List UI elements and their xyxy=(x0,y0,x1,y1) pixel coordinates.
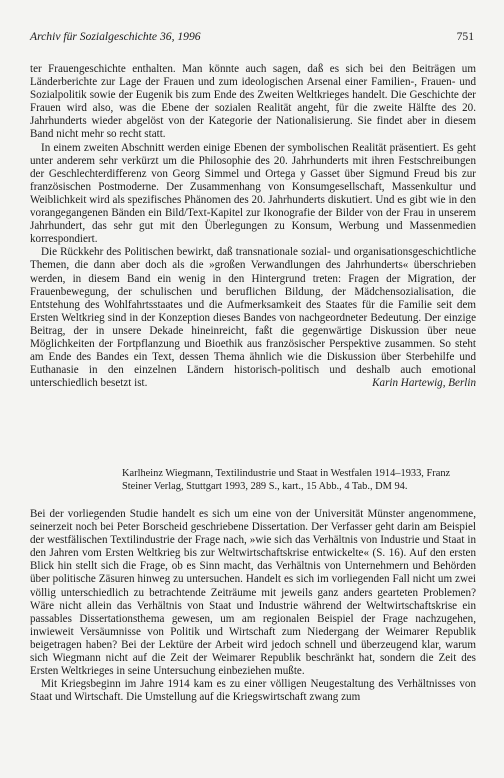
bibliographic-line: Karlheinz Wiegmann, Textilindustrie und Staat in Westfalen 1914–1933, Franz xyxy=(122,468,451,479)
running-header xyxy=(30,30,474,46)
journal-title: Archiv für Sozialgeschichte 36, 1996 xyxy=(30,30,201,43)
paragraph: Die Rückkehr des Politischen bewirkt, daß transnationale sozial- und organisationsgeschichtliche Themen, die dann aber doch als die »großen Verwandlungen des Jahrhunderts« überschrieben werden, in diesem Band ein wenig in den Hintergrund treten: Fragen der Migration, der Frauenbewegung, der schulischen und beruflichen Bildung, der Mädchensozialisation, die Entstehung des Wohlfahrtsstaates und die Aufmerksamkeit des Staates für die Familie seit dem Ersten Weltkrieg sind in der Konzeption dieses Bandes von nachgeordneter Bedeutung. Der einzige Beitrag, der in unsere Dekade hineinreicht, faßt die gegenwärtige Diskussion über neue Möglichkeiten der Fortpflanzung und Bioethik aus französischer Perspektive zusammen. So steht am Ende des Bandes ein Text, dessen Thema ähnlich wie die Diskussion über Sterbehilfe und Euthanasie in den einzelnen Ländern historisch-politisch und deshalb auch emotional unterschiedlich besetzt ist. xyxy=(30,246,476,390)
paragraph: Mit Kriegsbeginn im Jahre 1914 kam es zu einer völligen Neugestaltung des Verhältnisses von Staat und Wirtschaft. Die Umstellung auf die Kriegswirtschaft zwang zum xyxy=(30,678,476,704)
paragraph: Bei der vorliegenden Studie handelt es sich um eine von der Universität Münster angenommene, seinerzeit noch bei Peter Borscheid geschriebene Dissertation. Der Verfasser geht darin am Beispiel der westfälischen Textilindustrie der Frage nach, »wie sich das Verhältnis von Industrie und Staat in den Jahren vom Ersten Weltkrieg bis zur Weltwirtschaftskrise entwickelte« (S. 16). Auf den ersten Blick hin stellt sich die Frage, ob es Sinn macht, das Verhältnis von Unternehmern und Behörden über politische Zäsuren hinweg zu untersuchen. Handelt es sich im vorliegenden Fall nicht um zwei völlig unterschiedlich zu betrachtende Zeiträume mit jeweils ganz anders gearteten Problemen? Wäre nicht allein das Verhältnis von Staat und Industrie während der Weltwirtschaftskrise ein passables Dissertationsthema gewesen, um am regionalen Beispiel der Frage nachzugehen, inwieweit Versäumnisse von Politik und Wirtschaft zum Niedergang der Weimarer Republik beigetragen haben? Bei der Lektüre der Arbeit wird jedoch schnell und überzeugend klar, warum sich Wiegmann nicht auf die Zeit der Weimarer Republik beschränkt hat, sondern die Zeit des Ersten Weltkrieges in seine Untersuchung einbeziehen mußte. xyxy=(30,508,476,678)
review-text-lower xyxy=(30,508,476,704)
page-number: 751 xyxy=(456,30,474,43)
paragraph: ter Frauengeschichte enthalten. Man könnte auch sagen, daß es sich bei den Beiträgen um Länderberichte zur Lage der Frauen und zum ideologischen Arsenal einer Familien-, Frauen- und Sozialpolitik sowie der Eugenik bis zum Ende des Zweiten Weltkrieges handelt. Die Geschichte der Frauen wird also, was die Ebene der sozialen Realität angeht, für die zweite Hälfte des 20. Jahrhunderts wieder abgelöst von der Kategorie der Nationalisierung. Sie findet aber in diesem Band nicht mehr so recht statt. xyxy=(30,63,476,141)
bibliographic-line: Steiner Verlag, Stuttgart 1993, 289 S., kart., 15 Abb., 4 Tab., DM 94. xyxy=(122,481,408,492)
paragraph: In einem zweiten Abschnitt werden einige Ebenen der symbolischen Realität präsentiert. Es geht unter anderem sehr verkürzt um die Philosophie des 20. Jahrhunderts mit ihren Festschreibungen der Geschlechterdifferenz von Georg Simmel und Ortega y Gasset über Sigmund Freud bis zur französischen Postmoderne. Der Zusammenhang von Konsumgesellschaft, Massenkultur und Weiblichkeit wird als spezifisches Phänomen des 20. Jahrhunderts diskutiert. Und es gibt wie in den vorangegangenen Bänden ein Bild/Text-Kapitel zur Ikonografie der Bilder von der Frau in unserem Jahrhundert, das sehr gut mit den Überlegungen zu Konsum, Werbung und Massenmedien korrespondiert. xyxy=(30,141,476,246)
reviewer-signature: Karin Hartewig, Berlin xyxy=(372,377,476,390)
review-text-upper xyxy=(30,63,476,390)
review-bibliographic-header xyxy=(122,467,476,493)
